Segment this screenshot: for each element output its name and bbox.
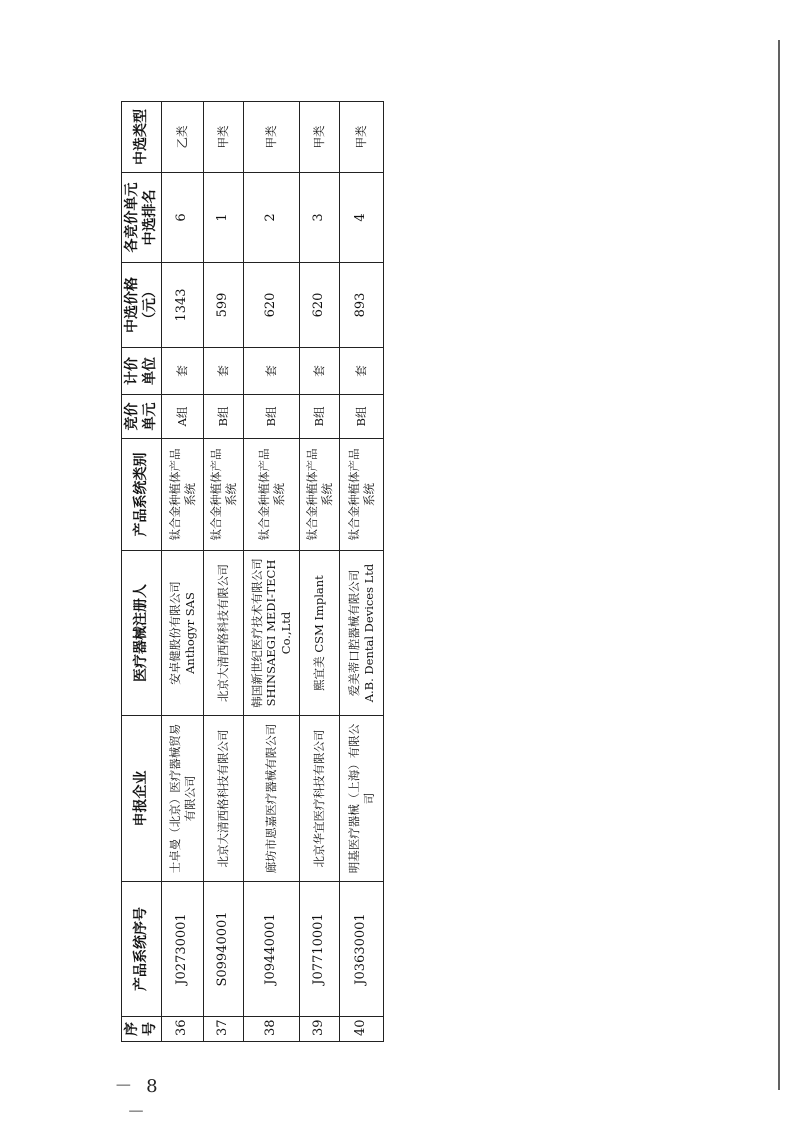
cell-bid-unit: B组 <box>340 395 384 439</box>
col-header-category: 产品系统类别 <box>122 439 162 551</box>
cell-applicant: 北京华宜医疗科技有限公司 <box>300 716 340 882</box>
cell-price: 620 <box>300 263 340 348</box>
cell-price: 893 <box>340 263 384 348</box>
table-row <box>162 102 204 1042</box>
cell-pricing-unit: 套 <box>340 348 384 395</box>
cell-category: 钛合金种植体产品系统 <box>162 439 204 551</box>
cell-bid-unit: B组 <box>244 395 300 439</box>
cell-product-code: S09940001 <box>204 882 244 1017</box>
cell-index: 36 <box>162 1017 204 1042</box>
cell-index: 37 <box>204 1017 244 1042</box>
cell-price: 1343 <box>162 263 204 348</box>
cell-pricing-unit: 套 <box>300 348 340 395</box>
cell-category: 钛合金种植体产品系统 <box>300 439 340 551</box>
col-header-ranking: 各竞价单元中选排名 <box>122 173 162 263</box>
table-row <box>244 102 300 1042</box>
cell-product-code: J02730001 <box>162 882 204 1017</box>
cell-registrant: 韩国新世纪医疗技术有限公司 SHINSAEGI MEDI-TECH Co.,Ltd <box>244 551 300 716</box>
cell-ranking: 1 <box>204 173 244 263</box>
cell-type: 乙类 <box>162 102 204 173</box>
selection-results-table <box>121 101 384 1042</box>
col-header-pricing-unit: 计价单位 <box>122 348 162 395</box>
cell-registrant: 爱美蒂口腔器械有限公司 A.B. Dental Devices Ltd <box>340 551 384 716</box>
table-row <box>300 102 340 1042</box>
cell-registrant: 北京大清西格科技有限公司 <box>204 551 244 716</box>
cell-pricing-unit: 套 <box>162 348 204 395</box>
cell-category: 钛合金种植体产品系统 <box>204 439 244 551</box>
cell-ranking: 2 <box>244 173 300 263</box>
cell-index: 38 <box>244 1017 300 1042</box>
cell-ranking: 6 <box>162 173 204 263</box>
cell-type: 甲类 <box>340 102 384 173</box>
cell-category: 钛合金种植体产品系统 <box>244 439 300 551</box>
cell-type: 甲类 <box>300 102 340 173</box>
cell-pricing-unit: 套 <box>244 348 300 395</box>
col-header-price: 中选价格（元） <box>122 263 162 348</box>
cell-ranking: 4 <box>340 173 384 263</box>
cell-applicant: 明基医疗器械（上海）有限公司 <box>340 716 384 882</box>
cell-category: 钛合金种植体产品系统 <box>340 439 384 551</box>
cell-type: 甲类 <box>244 102 300 173</box>
cell-applicant: 北京大清西格科技有限公司 <box>204 716 244 882</box>
col-header-index: 序号 <box>122 1017 162 1042</box>
cell-product-code: J03630001 <box>340 882 384 1017</box>
cell-applicant: 士卓曼（北京）医疗器械贸易有限公司 <box>162 716 204 882</box>
cell-ranking: 3 <box>300 173 340 263</box>
cell-type: 甲类 <box>204 102 244 173</box>
cell-product-code: J07710001 <box>300 882 340 1017</box>
table-row <box>340 102 384 1042</box>
table-header-row <box>122 102 162 1042</box>
cell-bid-unit: A组 <box>162 395 204 439</box>
scan-edge-line <box>778 40 780 1090</box>
page-number: － 8 － <box>114 1076 162 1123</box>
col-header-registrant: 医疗器械注册人 <box>122 551 162 716</box>
cell-index: 40 <box>340 1017 384 1042</box>
cell-registrant: 熙宜美 CSM Implant <box>300 551 340 716</box>
table-row <box>204 102 244 1042</box>
col-header-applicant: 申报企业 <box>122 716 162 882</box>
cell-registrant: 安卓健股份有限公司 Anthogyr SAS <box>162 551 204 716</box>
col-header-product-code: 产品系统序号 <box>122 882 162 1017</box>
rotated-table-container <box>121 102 379 1042</box>
col-header-type: 中选类型 <box>122 102 162 173</box>
cell-index: 39 <box>300 1017 340 1042</box>
cell-pricing-unit: 套 <box>204 348 244 395</box>
col-header-bid-unit: 竞价单元 <box>122 395 162 439</box>
cell-product-code: J09440001 <box>244 882 300 1017</box>
cell-bid-unit: B组 <box>300 395 340 439</box>
cell-applicant: 廊坊市恩嘉医疗器械有限公司 <box>244 716 300 882</box>
cell-bid-unit: B组 <box>204 395 244 439</box>
cell-price: 599 <box>204 263 244 348</box>
cell-price: 620 <box>244 263 300 348</box>
